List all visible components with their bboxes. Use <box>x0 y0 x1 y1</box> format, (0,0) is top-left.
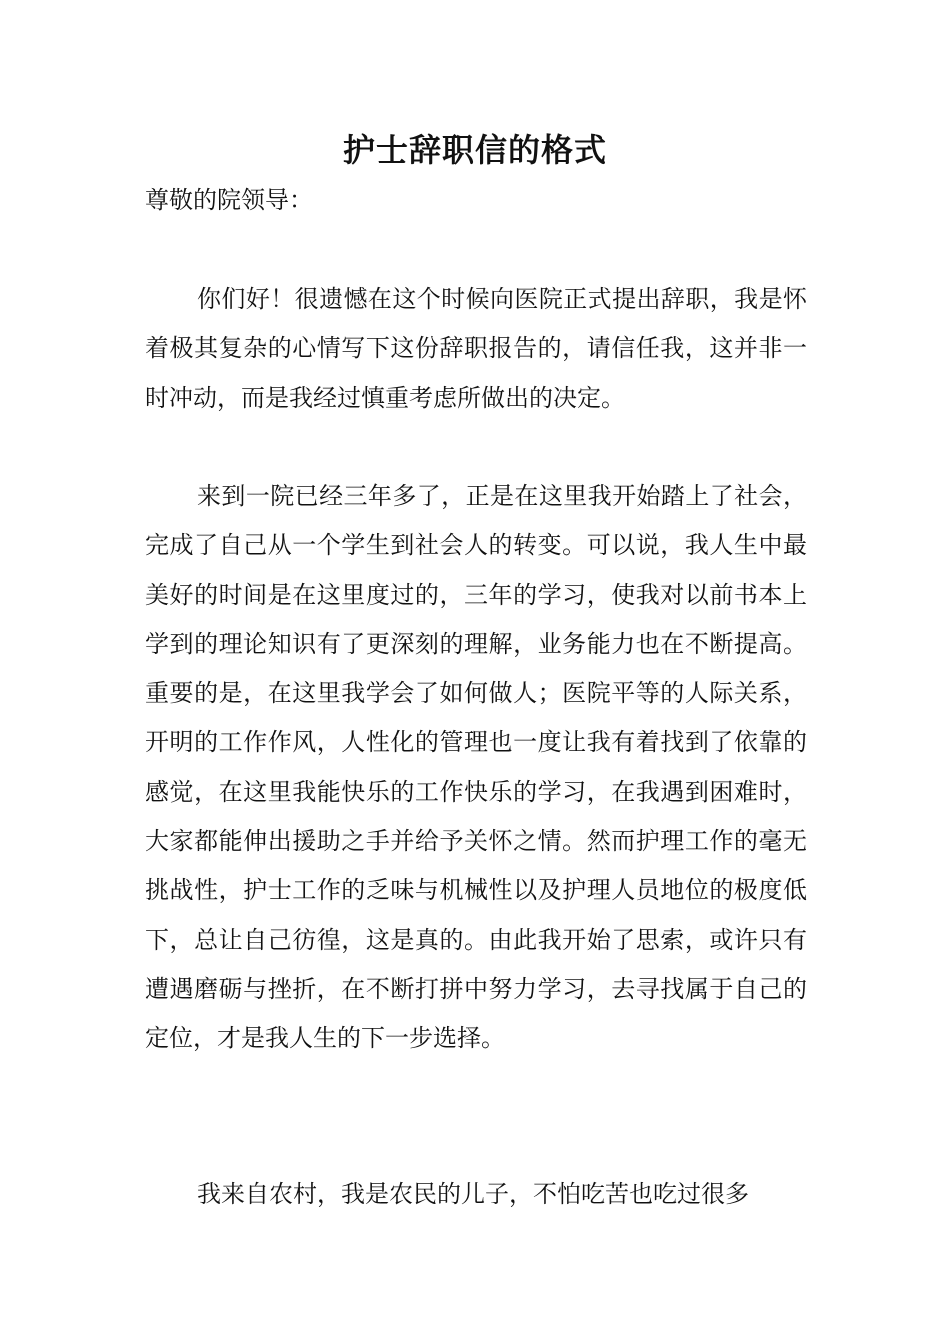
paragraph-3: 我来自农村，我是农民的儿子，不怕吃苦也吃过很多 <box>197 1180 749 1208</box>
document-title: 护士辞职信的格式 <box>342 131 607 169</box>
paragraph-1: 你们好！很遗憾在这个时候向医院正式提出辞职，我是怀着极其复杂的心情写下这份辞职报告的，请信任我，这并非一时冲动，而是我经过慎重考虑所做出的决定。 <box>145 285 807 412</box>
salutation: 尊敬的院领导： <box>145 186 313 214</box>
paragraph-2: 来到一院已经三年多了，正是在这里我开始踏上了社会，完成了自己从一个学生到社会人的转变。可以说，我人生中最美好的时间是在这里度过的，三年的学习，使我对以前书本上学到的理论知识有了更深刻的理解，业务能力也在不断提高。重要的是，在这里我学会了如何做人；医院平等的人际关系，开明的工作作风，人性化的管理也一度让我有着找到了依靠的感觉，在这里我能快乐的工作快乐的学习，在我遇到困难时，大家都能伸出援助之手并给予关怀之情。然而护理工作的毫无挑战性，护士工作的乏味与机械性以及护理人员地位的极度低下，总让自己彷徨，这是真的。由此我开始了思索，或许只有遭遇磨砺与挫折，在不断打拼中努力学习，去寻找属于自己的定位，才是我人生的下一步选择。 <box>145 482 807 1053</box>
